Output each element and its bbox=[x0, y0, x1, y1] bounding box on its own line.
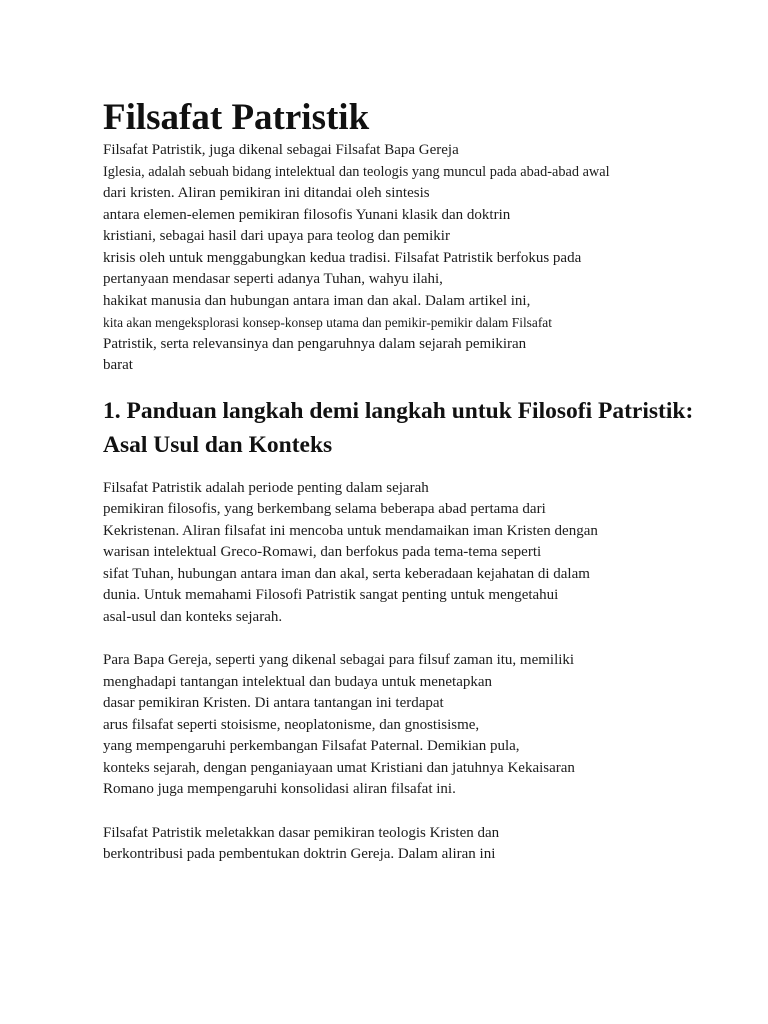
text-line: menghadapi tantangan intelektual dan budaya untuk menetapkan bbox=[103, 673, 493, 690]
text-line: dunia. Untuk memahami Filosofi Patristik sangat penting untuk mengetahui bbox=[103, 587, 559, 603]
section-heading-line: 1. Panduan langkah demi langkah untuk Filosofi Patristik: bbox=[103, 397, 694, 424]
text-line: Filsafat Patristik meletakkan dasar pemikiran teologis Kristen dan bbox=[103, 824, 500, 841]
body-paragraph bbox=[103, 478, 763, 629]
section-heading bbox=[103, 394, 763, 462]
text-line: Kekristenan. Aliran filsafat ini mencoba untuk mendamaikan iman Kristen dengan bbox=[103, 522, 598, 539]
text-line: arus filsafat seperti stoisisme, neoplatonisme, dan gnostisisme, bbox=[103, 716, 480, 733]
text-line: antara elemen-elemen pemikiran filosofis Yunani klasik dan doktrin bbox=[103, 206, 511, 223]
text-line: dasar pemikiran Kristen. Di antara tantangan ini terdapat bbox=[103, 695, 444, 711]
text-line: hakikat manusia dan hubungan antara iman dan akal. Dalam artikel ini, bbox=[103, 292, 531, 309]
text-line: pemikiran filosofis, yang berkembang selama beberapa abad pertama dari bbox=[103, 501, 546, 517]
text-line: barat bbox=[103, 357, 133, 373]
text-line: dari kristen. Aliran pemikiran ini ditandai oleh sintesis bbox=[103, 185, 430, 201]
text-line: Romano juga mempengaruhi konsolidasi aliran filsafat ini. bbox=[103, 781, 456, 797]
text-line: kristiani, sebagai hasil dari upaya para teolog dan pemikir bbox=[103, 228, 450, 244]
page-title: Filsafat Patristik bbox=[103, 97, 370, 138]
text-line: warisan intelektual Greco-Romawi, dan berfokus pada tema-tema seperti bbox=[103, 544, 542, 560]
text-line: yang mempengaruhi perkembangan Filsafat Paternal. Demikian pula, bbox=[103, 738, 520, 754]
body-paragraph bbox=[103, 823, 763, 866]
document-page bbox=[103, 98, 763, 866]
text-line: asal-usul dan konteks sejarah. bbox=[103, 608, 283, 625]
section-heading-line: Asal Usul dan Konteks bbox=[103, 431, 333, 458]
text-line: kita akan mengeksplorasi konsep-konsep utama dan pemikir-pemikir dalam Filsafat bbox=[103, 315, 552, 330]
text-line: sifat Tuhan, hubungan antara iman dan akal, serta keberadaan kejahatan di dalam bbox=[103, 565, 590, 582]
text-line: Filsafat Patristik adalah periode penting dalam sejarah bbox=[103, 479, 429, 496]
text-line: Patristik, serta relevansinya dan pengaruhnya dalam sejarah pemikiran bbox=[103, 335, 527, 352]
text-line: Iglesia, adalah sebuah bidang intelektual dan teologis yang muncul pada abad-abad awal bbox=[103, 163, 610, 180]
text-line: Filsafat Patristik, juga dikenal sebagai Filsafat Bapa Gereja bbox=[103, 142, 459, 158]
text-line: pertanyaan mendasar seperti adanya Tuhan, wahyu ilahi, bbox=[103, 271, 443, 287]
intro-paragraph bbox=[103, 140, 763, 377]
text-line: konteks sejarah, dengan penganiayaan umat Kristiani dan jatuhnya Kekaisaran bbox=[103, 759, 575, 776]
text-line: berkontribusi pada pembentukan doktrin Gereja. Dalam aliran ini bbox=[103, 846, 496, 862]
body-paragraph bbox=[103, 650, 763, 801]
text-line: Para Bapa Gereja, seperti yang dikenal sebagai para filsuf zaman itu, memiliki bbox=[103, 652, 575, 668]
text-line: krisis oleh untuk menggabungkan kedua tradisi. Filsafat Patristik berfokus pada bbox=[103, 249, 582, 266]
